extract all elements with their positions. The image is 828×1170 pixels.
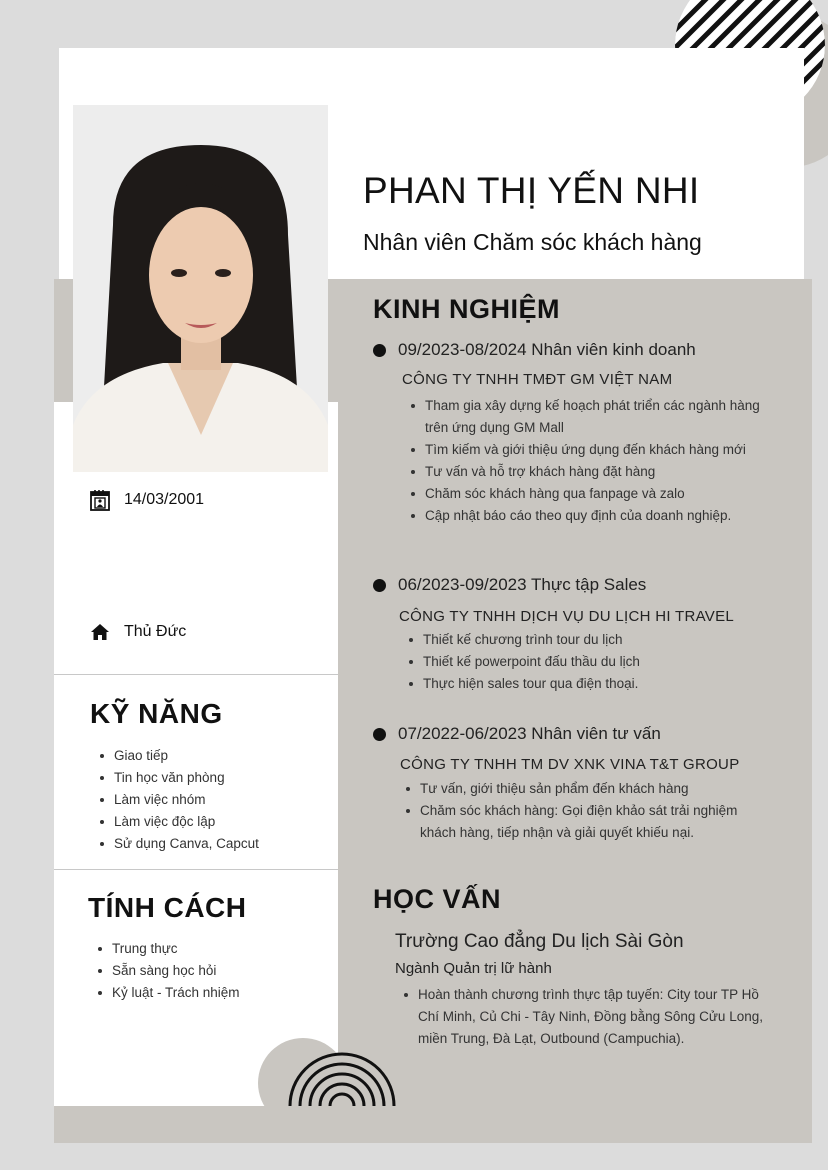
personality-heading: TÍNH CÁCH [88, 892, 247, 923]
candidate-role: Nhân viên Chăm sóc khách hàng [363, 229, 702, 255]
bullet-icon [373, 579, 386, 592]
duties-list [400, 778, 775, 844]
location-text: Thủ Đức [124, 623, 187, 640]
bullet-icon [373, 344, 386, 357]
company-name: CÔNG TY TNHH TM DV XNK VINA T&T GROUP [400, 756, 740, 773]
list-item: Tham gia xây dựng kế hoạch phát triển các ngành hàng trên ứng dụng GM Mall [405, 395, 775, 439]
home-icon [90, 623, 110, 641]
list-item: Thiết kế powerpoint đấu thầu du lịch [403, 651, 773, 673]
profile-photo [73, 105, 328, 472]
job-title-text: 06/2023-09/2023 Thực tập Sales [398, 575, 647, 594]
list-item: Trung thực [92, 938, 332, 960]
personality-list [92, 938, 332, 1004]
divider-skills [54, 674, 338, 675]
experience-heading: KINH NGHIỆM [373, 294, 560, 324]
company-name: CÔNG TY TNHH TMĐT GM VIỆT NAM [402, 371, 673, 388]
duties-list [405, 395, 775, 527]
list-item: Chăm sóc khách hàng: Gọi điện khảo sát trải nghiệm khách hàng, tiếp nhận và giải quyết khiếu nại. [400, 800, 775, 844]
list-item: Chăm sóc khách hàng qua fanpage và zalo [405, 483, 775, 505]
company-name: CÔNG TY TNHH DỊCH VỤ DU LỊCH HI TRAVEL [399, 608, 735, 625]
list-item: Kỷ luật - Trách nhiệm [92, 982, 332, 1004]
location-row [90, 623, 186, 641]
duties-list [403, 629, 773, 695]
job-title-3 [373, 724, 661, 744]
list-item: Làm việc nhóm [94, 789, 334, 811]
skills-list [94, 745, 334, 855]
divider-personality [54, 869, 338, 870]
candidate-name: PHAN THỊ YẾN NHI [363, 170, 700, 211]
list-item: Tư vấn và hỗ trợ khách hàng đặt hàng [405, 461, 775, 483]
list-item: Sử dụng Canva, Capcut [94, 833, 334, 855]
job-title-text: 09/2023-08/2024 Nhân viên kinh doanh [398, 340, 696, 359]
portrait-illustration [73, 105, 328, 472]
job-title-text: 07/2022-06/2023 Nhân viên tư vấn [398, 724, 661, 743]
list-item: Cập nhật báo cáo theo quy định của doanh nghiệp. [405, 505, 775, 527]
education-details-list [398, 984, 768, 1050]
school-name: Trường Cao đẳng Du lịch Sài Gòn [395, 931, 684, 952]
bullet-icon [373, 728, 386, 741]
list-item: Thực hiện sales tour qua điện thoại. [403, 673, 773, 695]
skills-heading: KỸ NĂNG [90, 698, 223, 729]
list-item: Sẵn sàng học hỏi [92, 960, 332, 982]
list-item: Tin học văn phòng [94, 767, 334, 789]
calendar-icon [90, 489, 110, 511]
list-item: Tư vấn, giới thiệu sản phẩm đến khách hàng [400, 778, 775, 800]
education-heading: HỌC VẤN [373, 884, 502, 914]
birthday-text: 14/03/2001 [124, 491, 205, 508]
major-name: Ngành Quản trị lữ hành [395, 960, 552, 977]
list-item: Làm việc độc lập [94, 811, 334, 833]
arc-decoration [258, 1038, 398, 1110]
job-title-1 [373, 340, 696, 360]
job-title-2 [373, 575, 646, 595]
list-item: Thiết kế chương trình tour du lịch [403, 629, 773, 651]
list-item: Tìm kiếm và giới thiệu ứng dụng đến khách hàng mới [405, 439, 775, 461]
birthday-row [90, 489, 204, 511]
list-item: Giao tiếp [94, 745, 334, 767]
list-item: Hoàn thành chương trình thực tập tuyến: City tour TP Hồ Chí Minh, Củ Chi - Tây Ninh, Đồng bằng Sông Cửu Long, miền Trung, Đà Lạt, Outbound (Campuchia). [398, 984, 768, 1050]
